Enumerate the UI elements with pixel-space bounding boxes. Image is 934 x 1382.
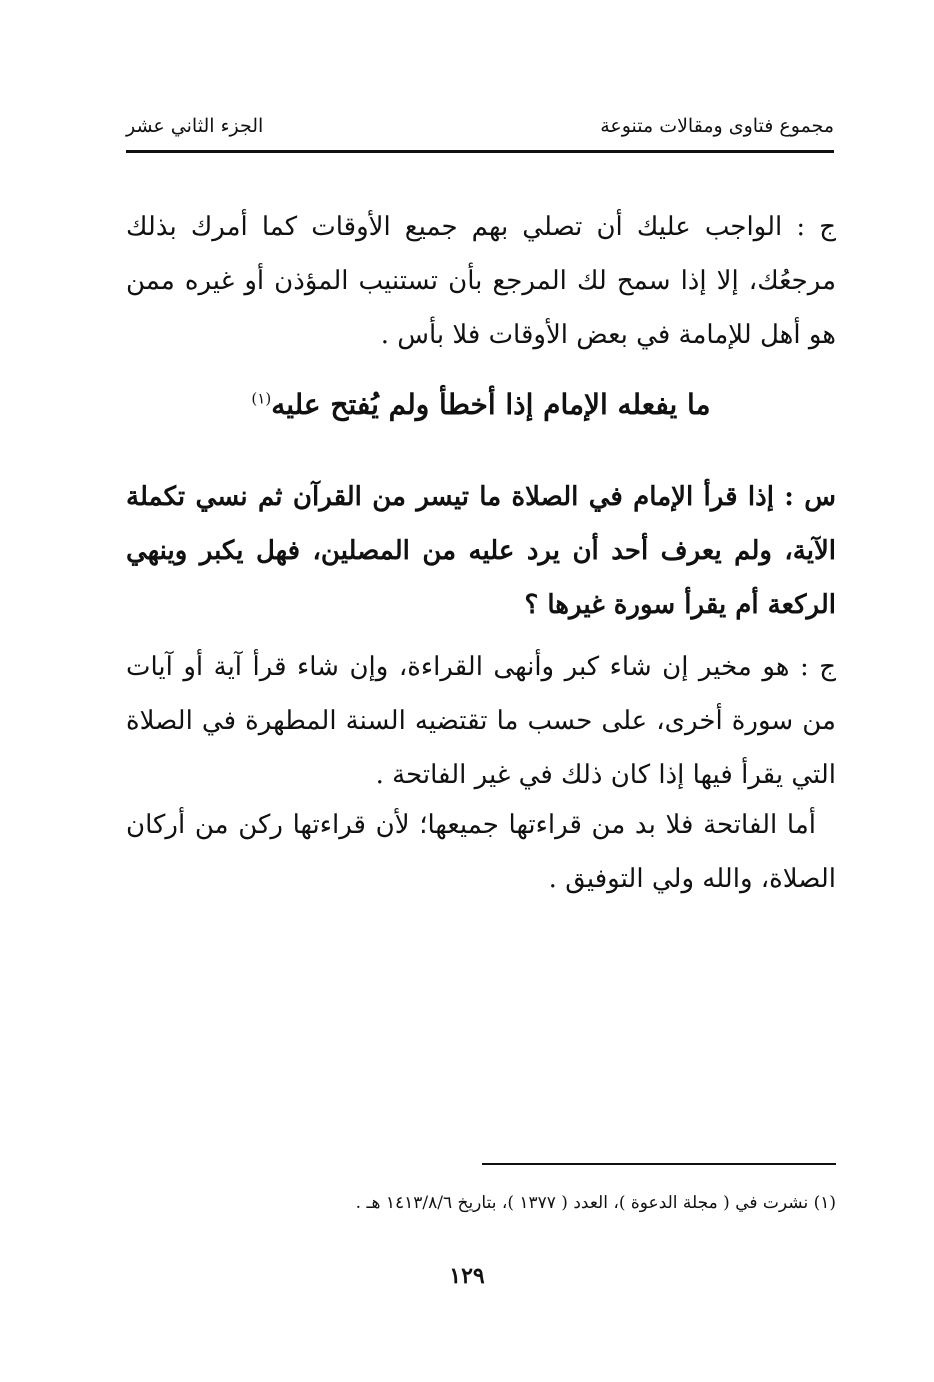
page-number: ١٢٩	[449, 1263, 485, 1289]
running-header	[126, 115, 834, 145]
book-title: مجموع فتاوى ومقالات متنوعة	[600, 115, 834, 137]
answer-paragraph-3: أما الفاتحة فلا بد من قراءتها جميعها؛ لأن قراءتها ركن من أركان الصلاة، والله ولي التوفيق .	[126, 810, 836, 894]
footnote-rule	[482, 1163, 836, 1165]
header-rule	[126, 150, 834, 153]
section-heading-text: ما يفعله الإمام إذا أخطأ ولم يُفتح عليه	[271, 388, 711, 421]
answer-paragraph-2: ج : هو مخير إن شاء كبر وأنهى القراءة، وإن شاء قرأ آية أو آيات من سورة أخرى، على حسب ما تقتضيه السنة المطهرة في الصلاة التي يقرأ فيها إذا كان ذلك في غير الفاتحة .	[126, 652, 836, 790]
question-paragraph: س : إذا قرأ الإمام في الصلاة ما تيسر من القرآن ثم نسي تكملة الآية، ولم يعرف أحد أن يرد عليه من المصلين، فهل يكبر وينهي الركعة أم يقرأ سورة غيرها ؟	[126, 482, 836, 620]
section-heading	[126, 388, 836, 421]
footnote: (١) نشرت في ( مجلة الدعوة )، العدد ( ١٣٧٧ )، بتاريخ ١٤١٣/٨/٦ هـ .	[355, 1193, 836, 1213]
volume-label: الجزء الثاني عشر	[126, 115, 264, 137]
footnote-ref: (١)	[251, 389, 272, 408]
answer-paragraph-1: ج : الواجب عليك أن تصلي بهم جميع الأوقات كما أمرك بذلك مرجعُك، إلا إذا سمح لك المرجع بأن تستنيب المؤذن أو غيره ممن هو أهل للإمامة في بعض الأوقات فلا بأس .	[126, 212, 837, 350]
